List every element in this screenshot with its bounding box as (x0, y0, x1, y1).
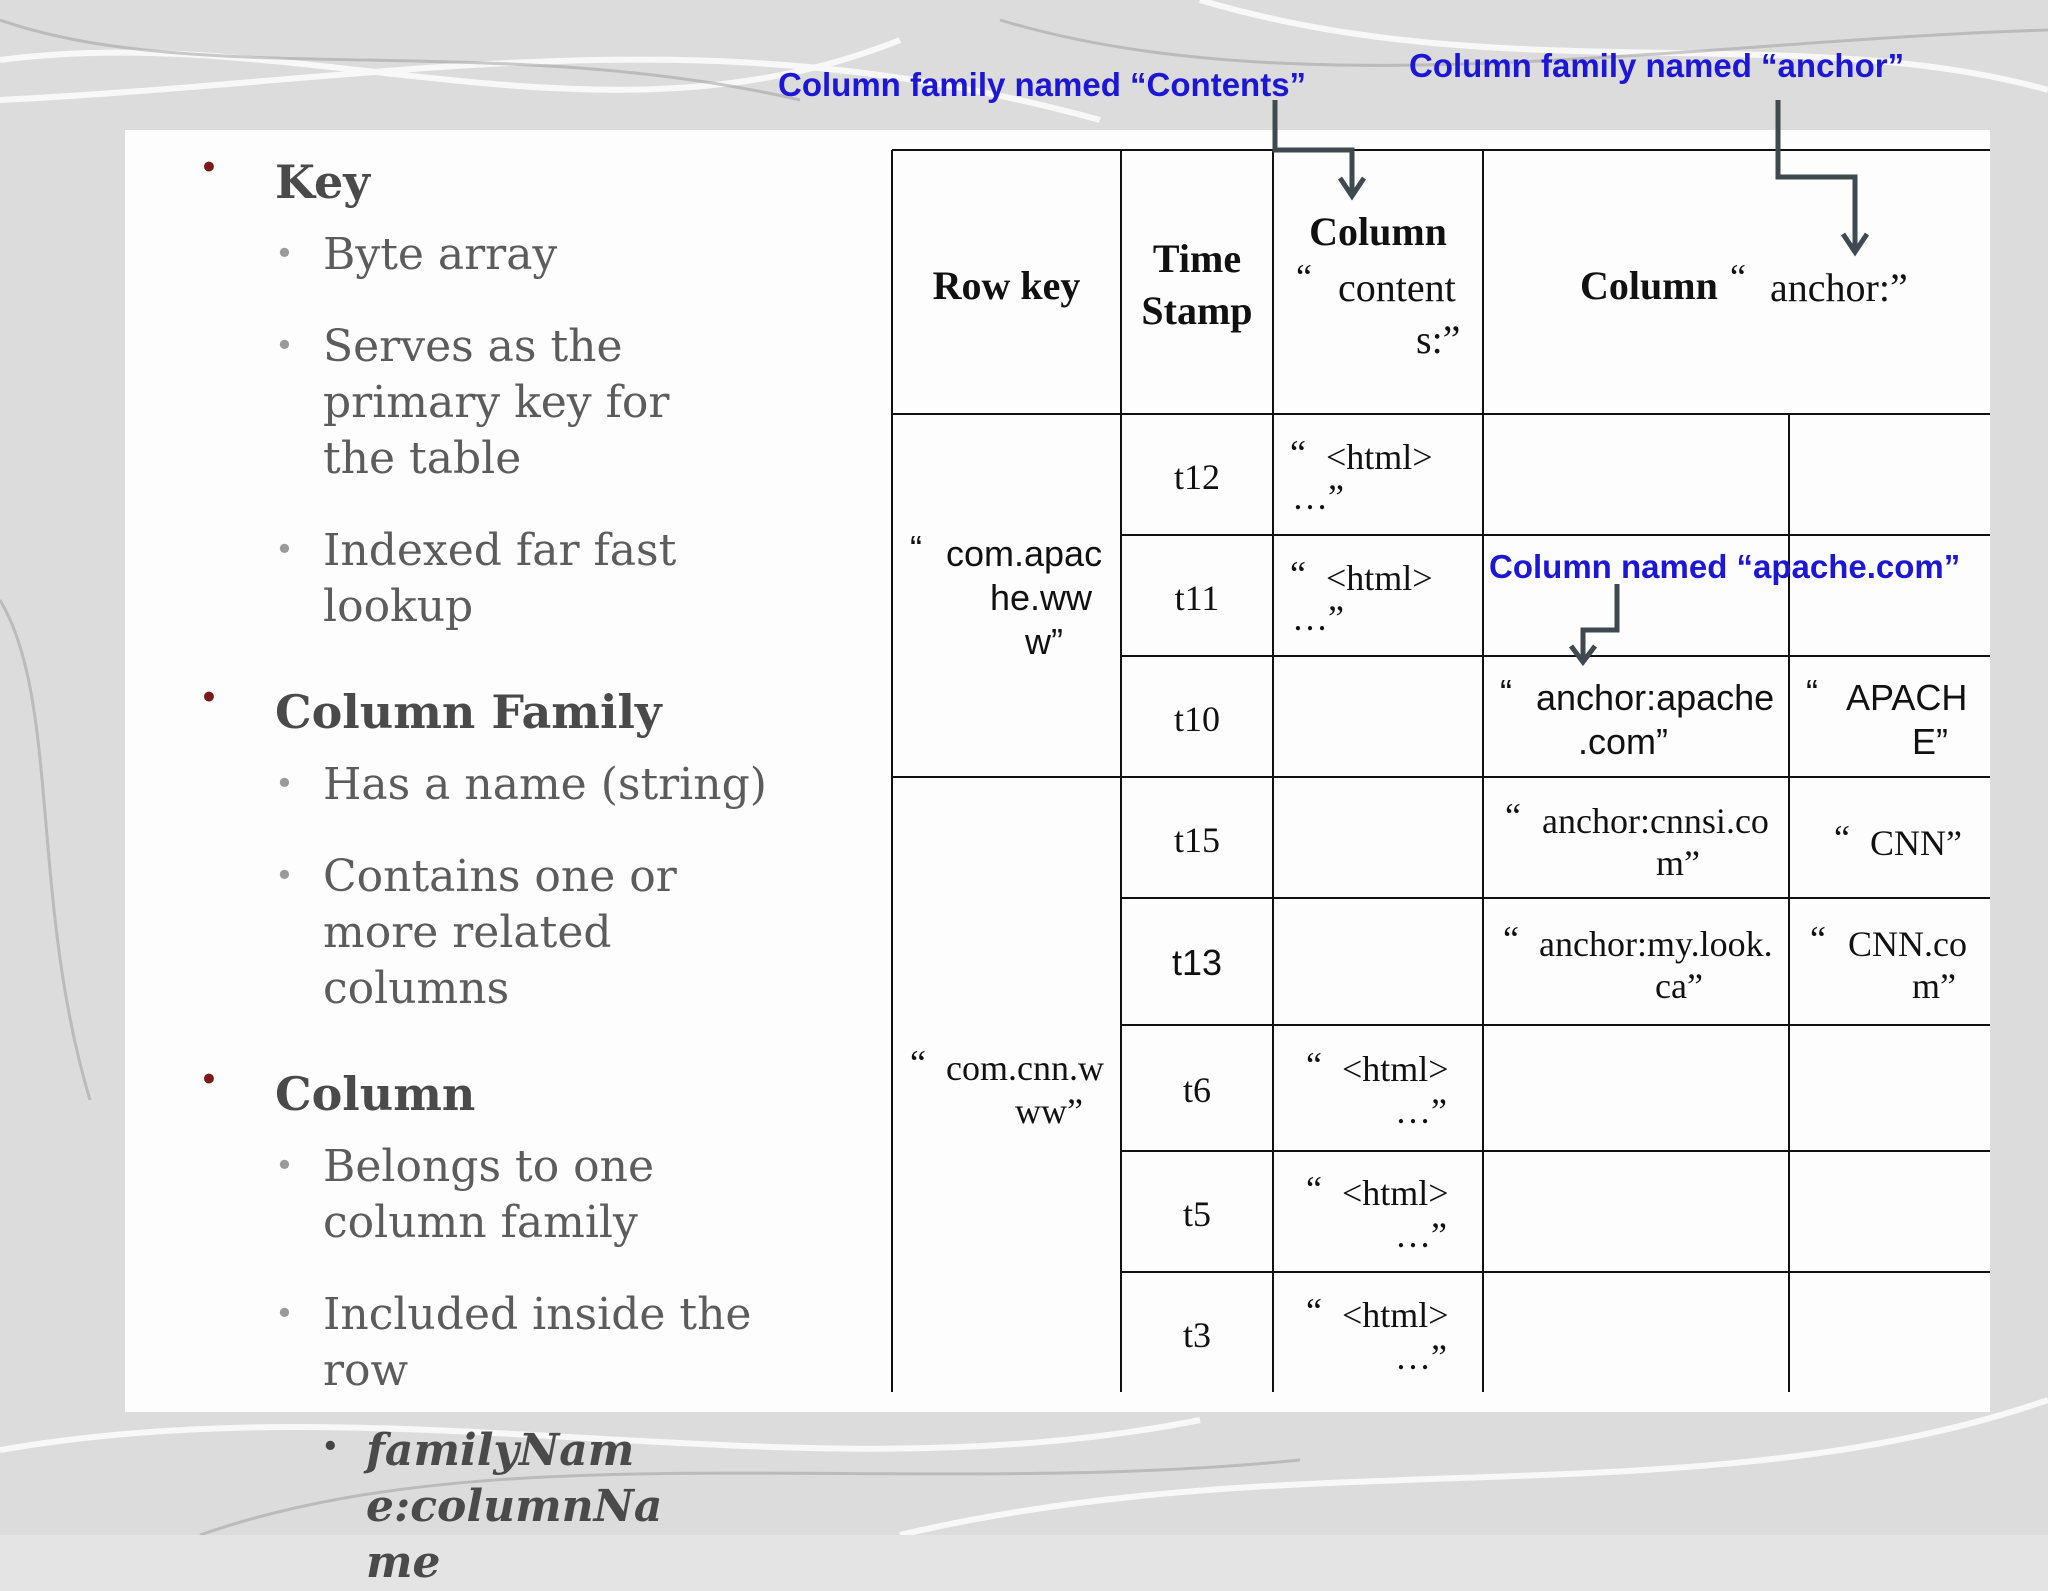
open-quote: “ (1306, 1045, 1322, 1085)
anchor-value: APACH (1846, 677, 1968, 718)
bullet-text: Column Family (275, 685, 662, 739)
open-quote: “ (1306, 1291, 1322, 1331)
bullet-text: Serves as the primary key for the table (323, 321, 670, 484)
anchor-family-annotation: Column family named “anchor” (1409, 47, 1905, 84)
header-stamp: Stamp (1141, 288, 1253, 333)
bullet-text: Byte array (323, 229, 558, 280)
anchor-value-end: E” (1912, 721, 1948, 762)
header-anchor-column: Column (1580, 263, 1718, 308)
open-quote: “ (1834, 818, 1850, 858)
bullet-dot-icon: • (275, 856, 294, 894)
bullet-dot-icon: • (275, 234, 294, 272)
bullet-text: Has a name (string) (323, 759, 767, 810)
row-key-cnn-2: ww” (1015, 1091, 1083, 1131)
open-quote: “ (1505, 796, 1521, 836)
apache-column-annotation: Column named “apache.com” (1489, 548, 1961, 585)
contents-family-annotation: Column family named “Contents” (778, 66, 1307, 103)
bullet-text: Contains one or more related columns (323, 851, 677, 1014)
bullet-dot-icon: • (275, 530, 294, 568)
bullet-dot-icon: • (200, 151, 218, 184)
bullet-dot-icon: • (200, 1063, 218, 1096)
open-quote: “ (1290, 433, 1306, 473)
anchor-column-name-end: ca” (1655, 966, 1703, 1006)
row-key-apache-2: he.ww (990, 577, 1093, 618)
anchor-value-end: m” (1912, 966, 1956, 1006)
timestamp-cell: t6 (1182, 1070, 1211, 1110)
contents-value-end: …” (1395, 1337, 1447, 1377)
bullet-dot-icon: • (200, 681, 218, 714)
bullet-text: Included inside the row (323, 1289, 752, 1396)
timestamp-cell: t15 (1173, 820, 1220, 860)
open-quote: “ (1730, 257, 1746, 297)
contents-value: <html> (1342, 1295, 1449, 1335)
contents-value: <html> (1342, 1049, 1449, 1089)
row-key-apache-1: com.apac (946, 533, 1103, 574)
timestamp-cell: t11 (1174, 578, 1220, 618)
open-quote: “ (1296, 257, 1312, 297)
open-quote: “ (910, 528, 922, 569)
open-quote: “ (1500, 672, 1512, 713)
contents-value: <html> (1326, 437, 1433, 477)
anchor-value: CNN” (1870, 823, 1962, 863)
anchor-column-name-end: m” (1656, 843, 1700, 883)
bullet-dot-icon: • (322, 1432, 339, 1462)
bullet-text: Column (275, 1067, 476, 1121)
anchor-column-name: anchor:cnnsi.co (1542, 801, 1769, 841)
header-row-key: Row key (932, 263, 1081, 308)
anchor-column-name: anchor:my.look. (1539, 924, 1773, 964)
contents-value-end: …” (1395, 1091, 1447, 1131)
contents-value-end: …” (1292, 598, 1344, 638)
anchor-column-name: anchor:apache (1536, 677, 1775, 718)
open-quote: “ (910, 1043, 926, 1083)
timestamp-cell: t5 (1182, 1194, 1211, 1234)
bullet-dot-icon: • (275, 764, 294, 802)
contents-value: <html> (1342, 1173, 1449, 1213)
header-contents-column: Column (1309, 209, 1447, 254)
contents-value-end: …” (1292, 477, 1344, 517)
bullet-dot-icon: • (275, 326, 294, 364)
timestamp-cell: t10 (1173, 699, 1220, 739)
row-key-apache-3: w” (1025, 621, 1063, 662)
header-time: Time (1152, 236, 1242, 281)
bullet-text: Indexed far fast lookup (323, 525, 677, 632)
timestamp-cell: t12 (1173, 457, 1220, 497)
anchor-column-name-end: .com” (1578, 721, 1668, 762)
header-anchor-name: anchor:” (1770, 265, 1908, 310)
timestamp-cell: t3 (1182, 1315, 1211, 1355)
anchor-value: CNN.co (1848, 924, 1967, 964)
bullet-text: Key (275, 155, 370, 209)
open-quote: “ (1806, 672, 1818, 713)
bullet-text: Belongs to one column family (323, 1141, 655, 1248)
row-key-cnn-1: com.cnn.w (946, 1048, 1104, 1088)
bullet-dot-icon: • (275, 1146, 294, 1184)
open-quote: “ (1810, 919, 1826, 959)
bullet-text: familyName:columnName (366, 1425, 663, 1588)
open-quote: “ (1306, 1169, 1322, 1209)
header-contents-name: content (1338, 265, 1456, 310)
contents-value: <html> (1326, 558, 1433, 598)
open-quote: “ (1503, 919, 1519, 959)
contents-value-end: …” (1395, 1215, 1447, 1255)
bullet-dot-icon: • (275, 1294, 294, 1332)
header-contents-suffix: s:” (1416, 317, 1461, 362)
timestamp-cell: t13 (1171, 942, 1223, 983)
open-quote: “ (1290, 554, 1306, 594)
